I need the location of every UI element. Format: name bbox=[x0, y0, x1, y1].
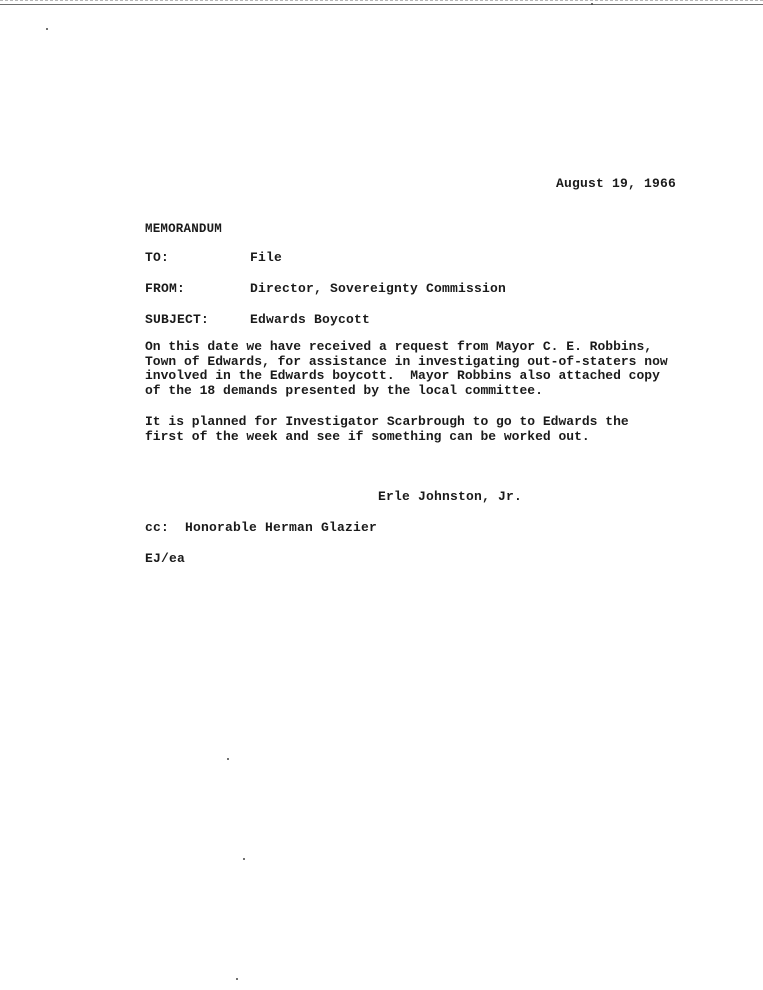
signature: Erle Johnston, Jr. bbox=[378, 489, 523, 504]
to-value: File bbox=[250, 250, 283, 265]
scan-speck bbox=[243, 858, 245, 860]
paragraph-line: involved in the Edwards boycott. Mayor Robbins also attached copy bbox=[145, 368, 660, 383]
scan-speck bbox=[236, 978, 238, 980]
scan-speck bbox=[591, 3, 593, 5]
subject-value: Edwards Boycott bbox=[250, 312, 371, 327]
paragraph-line: On this date we have received a request from Mayor C. E. Robbins, bbox=[145, 339, 653, 354]
subject-label: SUBJECT: bbox=[145, 312, 210, 327]
paragraph-line: It is planned for Investigator Scarbrough to go to Edwards the bbox=[145, 414, 629, 429]
to-label: TO: bbox=[145, 250, 170, 265]
memo-title: MEMORANDUM bbox=[145, 222, 223, 236]
top-rule bbox=[0, 4, 763, 5]
cc-line: cc: Honorable Herman Glazier bbox=[145, 520, 378, 535]
body-paragraph-2 bbox=[145, 415, 665, 444]
paragraph-line: of the 18 demands presented by the local committee. bbox=[145, 382, 543, 398]
memo-date: August 19, 1966 bbox=[556, 176, 677, 191]
body-paragraph-1 bbox=[145, 339, 668, 398]
paragraph-line: Town of Edwards, for assistance in investigating out-of-staters now bbox=[145, 353, 668, 369]
from-label: FROM: bbox=[145, 281, 186, 296]
scan-speck bbox=[227, 758, 229, 760]
typist-initials: EJ/ea bbox=[145, 551, 186, 566]
scan-speck bbox=[46, 28, 48, 30]
paragraph-line: first of the week and see if something can be worked out. bbox=[145, 428, 590, 444]
from-value: Director, Sovereignty Commission bbox=[250, 281, 507, 296]
